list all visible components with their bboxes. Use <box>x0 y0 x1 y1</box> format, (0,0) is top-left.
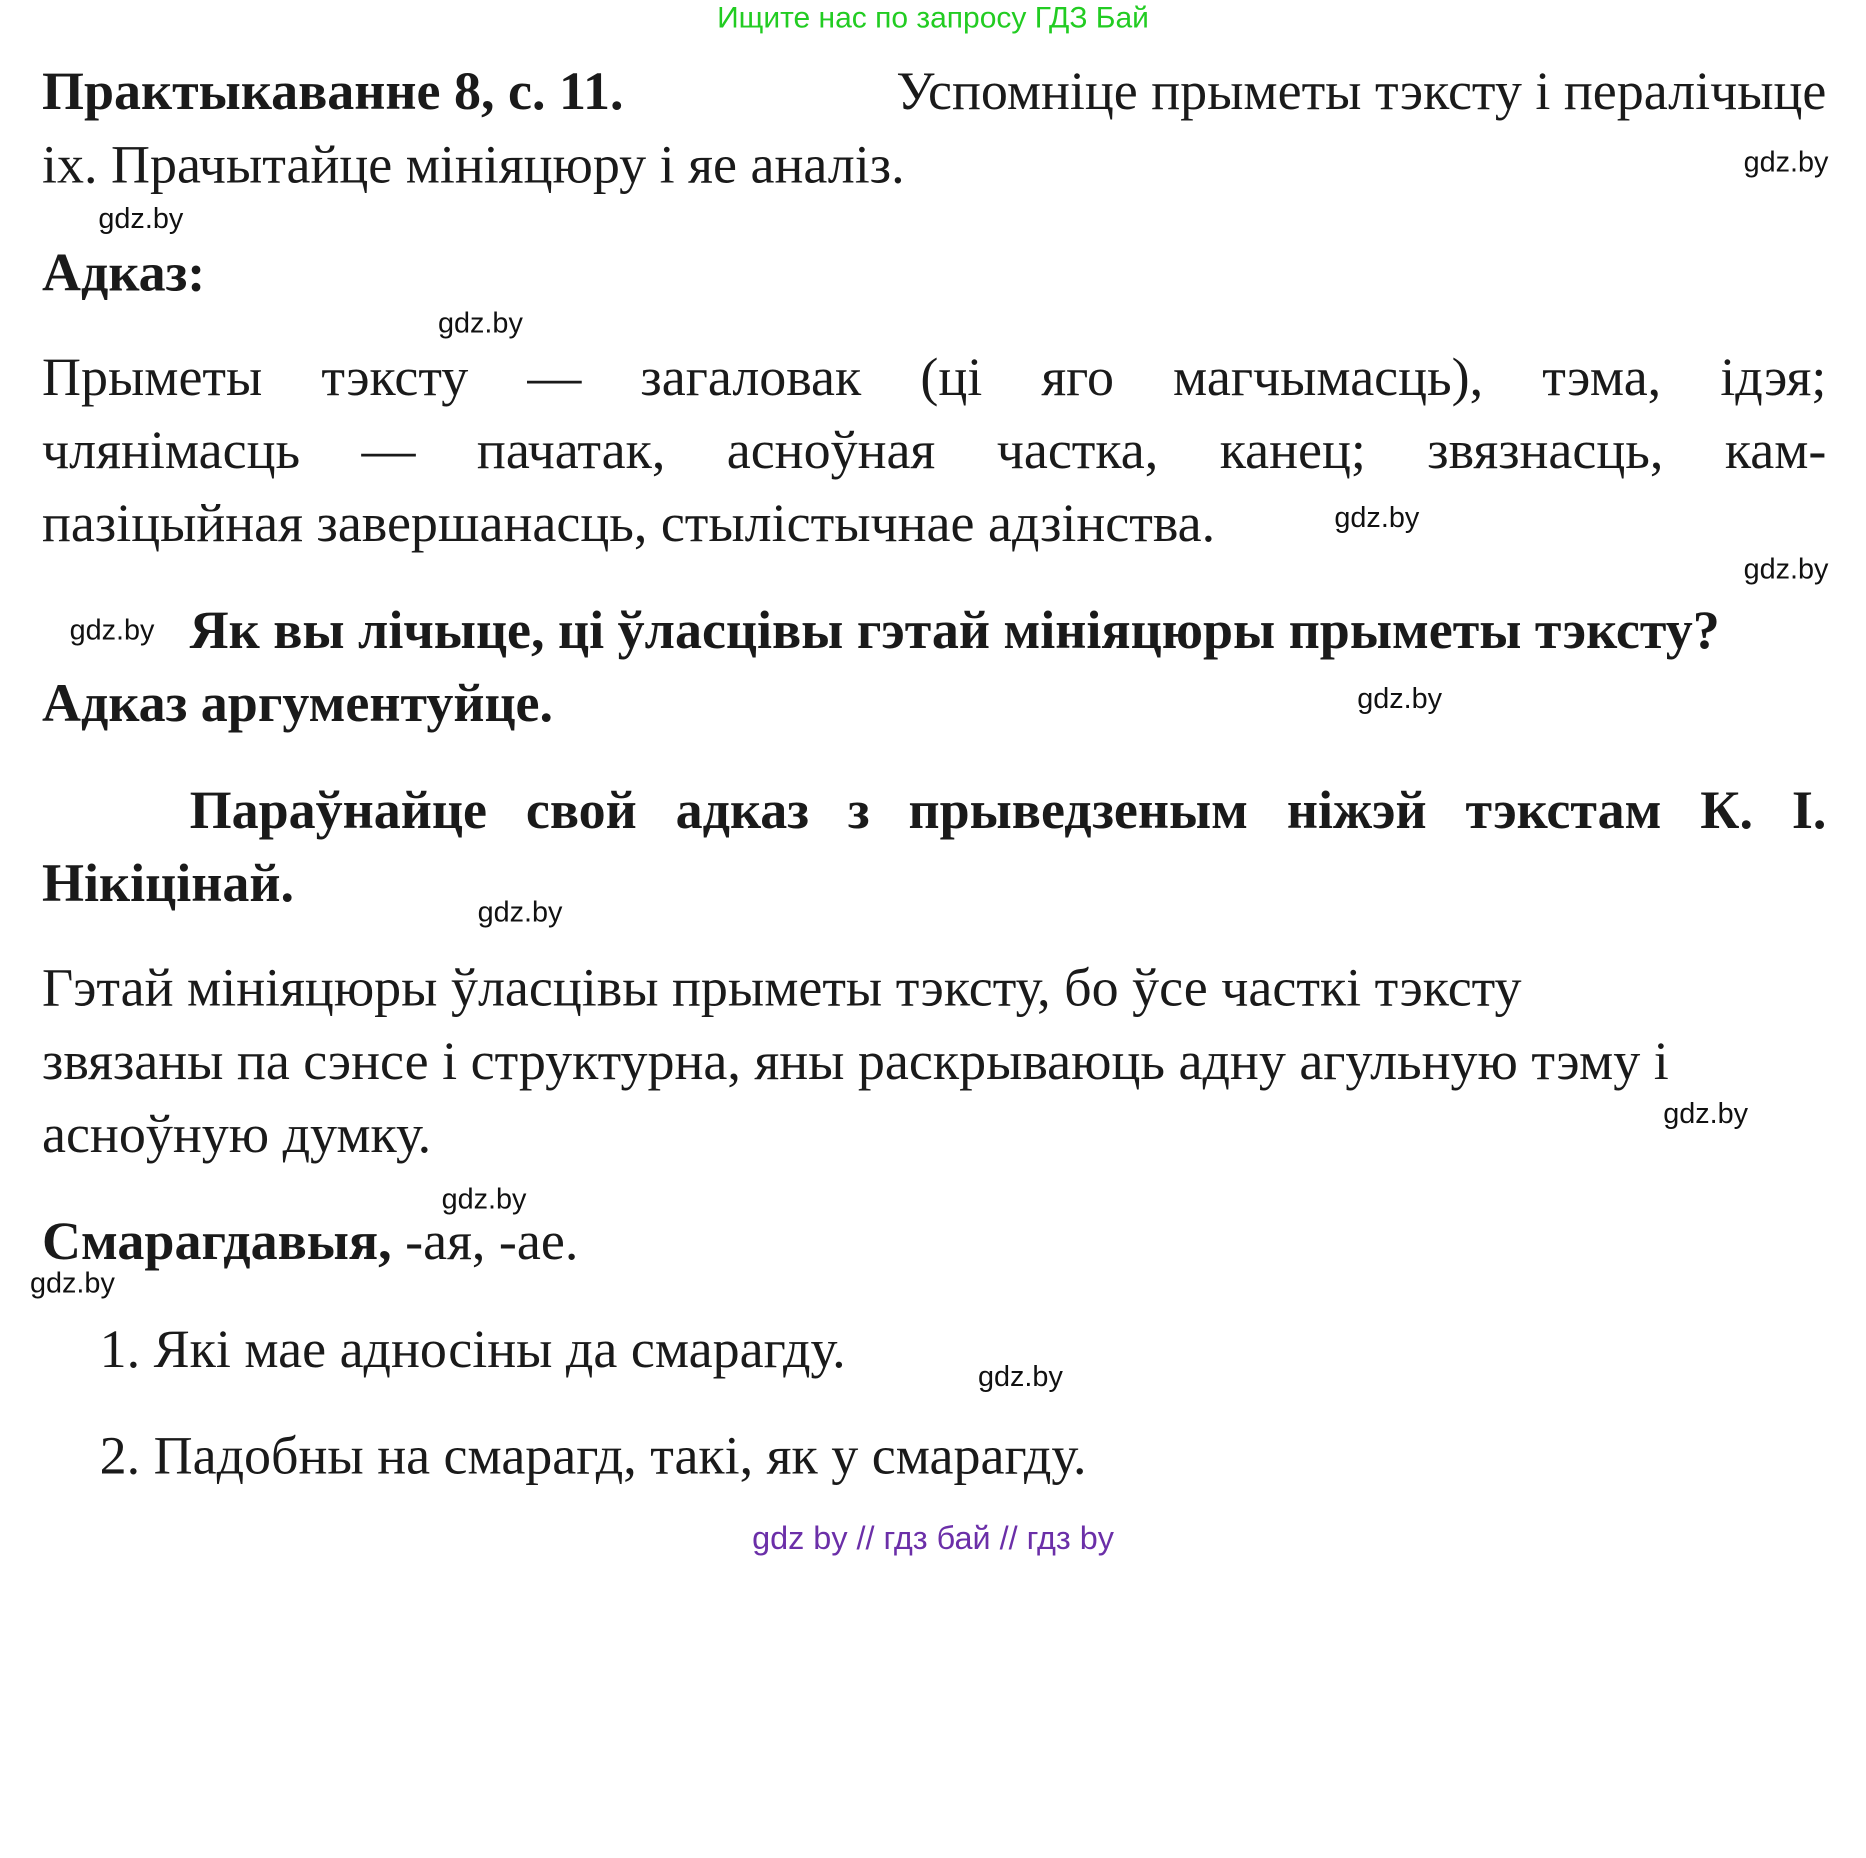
watermark: gdz.by <box>30 1267 115 1300</box>
task-text-1: Успомніце прыметы тэксту і пералічыце <box>896 61 1827 122</box>
task-block <box>42 55 1826 201</box>
watermark: gdz.by <box>98 202 184 236</box>
task-label: Практыкаванне 8, с. 11. <box>42 61 624 122</box>
task-line-1 <box>42 55 1826 128</box>
question2-line-2: Адказ аргументуйце. <box>42 673 554 734</box>
answer2-line-1: Гэтай мініяцюры ўласцівы прыметы тэксту, бо ўсе часткі тэксту <box>42 957 1522 1018</box>
question2-line-2-block <box>42 667 1826 740</box>
dictionary-endings: -ая, -ае. <box>391 1210 579 1271</box>
answer1-line-2: члянімасць — пачатак, асноўная частка, канец; звязнасць, кам- <box>42 420 1827 481</box>
watermark: gdz.by <box>1663 1098 1749 1131</box>
watermark: gdz.by <box>441 1183 527 1216</box>
answer-label: Адказ: <box>42 242 206 303</box>
answer1-block <box>42 341 1826 561</box>
answer2-line-2: звязаны па сэнсе і структурна, яны раскрываюць адну агульную тэму і <box>42 1030 1669 1091</box>
watermark: gdz.by <box>978 1360 1063 1394</box>
watermark: gdz.by <box>1743 146 1829 179</box>
question2-line-1-block <box>42 594 1826 667</box>
watermark: gdz.by <box>1743 553 1829 586</box>
answer2-block <box>42 952 1826 1172</box>
answer1-line-3: пазіцыйная завершанасць, стылістычнае адзінства. <box>42 493 1216 554</box>
question3-line-1: Параўнайце свой адказ з прыведзеным ніжэй тэкстам К. І. <box>189 780 1827 841</box>
watermark: gdz.by <box>69 614 155 647</box>
task-text-2: іх. Прачытайце мініяцюру і яе аналіз. <box>42 134 905 195</box>
watermark: gdz.by <box>1334 501 1420 534</box>
answer-label-block <box>42 236 1826 309</box>
watermark: gdz.by <box>438 307 523 340</box>
top-banner[interactable]: Ищите нас по запросу ГДЗ Бай <box>717 1 1149 35</box>
question2-line-1: Як вы лічыце, ці ўласцівы гэтай мініяцюры прыметы тэксту? <box>189 600 1720 660</box>
dictionary-word: Смарагдавыя, <box>42 1210 392 1271</box>
question3-line-2-block <box>42 847 1826 920</box>
question3-line-1-block <box>42 774 1826 847</box>
dictionary-item-2: 2. Падобны на смарагд, такі, як у смарагду. <box>99 1425 1087 1486</box>
answer1-line-1: Прыметы тэксту — загаловак (ці яго магчымасць), тэма, ідэя; <box>42 346 1827 407</box>
watermark: gdz.by <box>477 896 563 929</box>
dictionary-item-2-block <box>100 1420 1866 1493</box>
answer2-line-3: асноўную думку. <box>42 1104 432 1164</box>
dictionary-headword-block <box>42 1205 1826 1278</box>
footer-links[interactable]: gdz by // гдз бай // гдз by <box>752 1520 1114 1557</box>
question3-line-2: Нікіцінай. <box>42 853 294 914</box>
watermark: gdz.by <box>1357 682 1443 716</box>
dictionary-item-1: 1. Які мае адносіны да смарагду. <box>99 1318 846 1379</box>
